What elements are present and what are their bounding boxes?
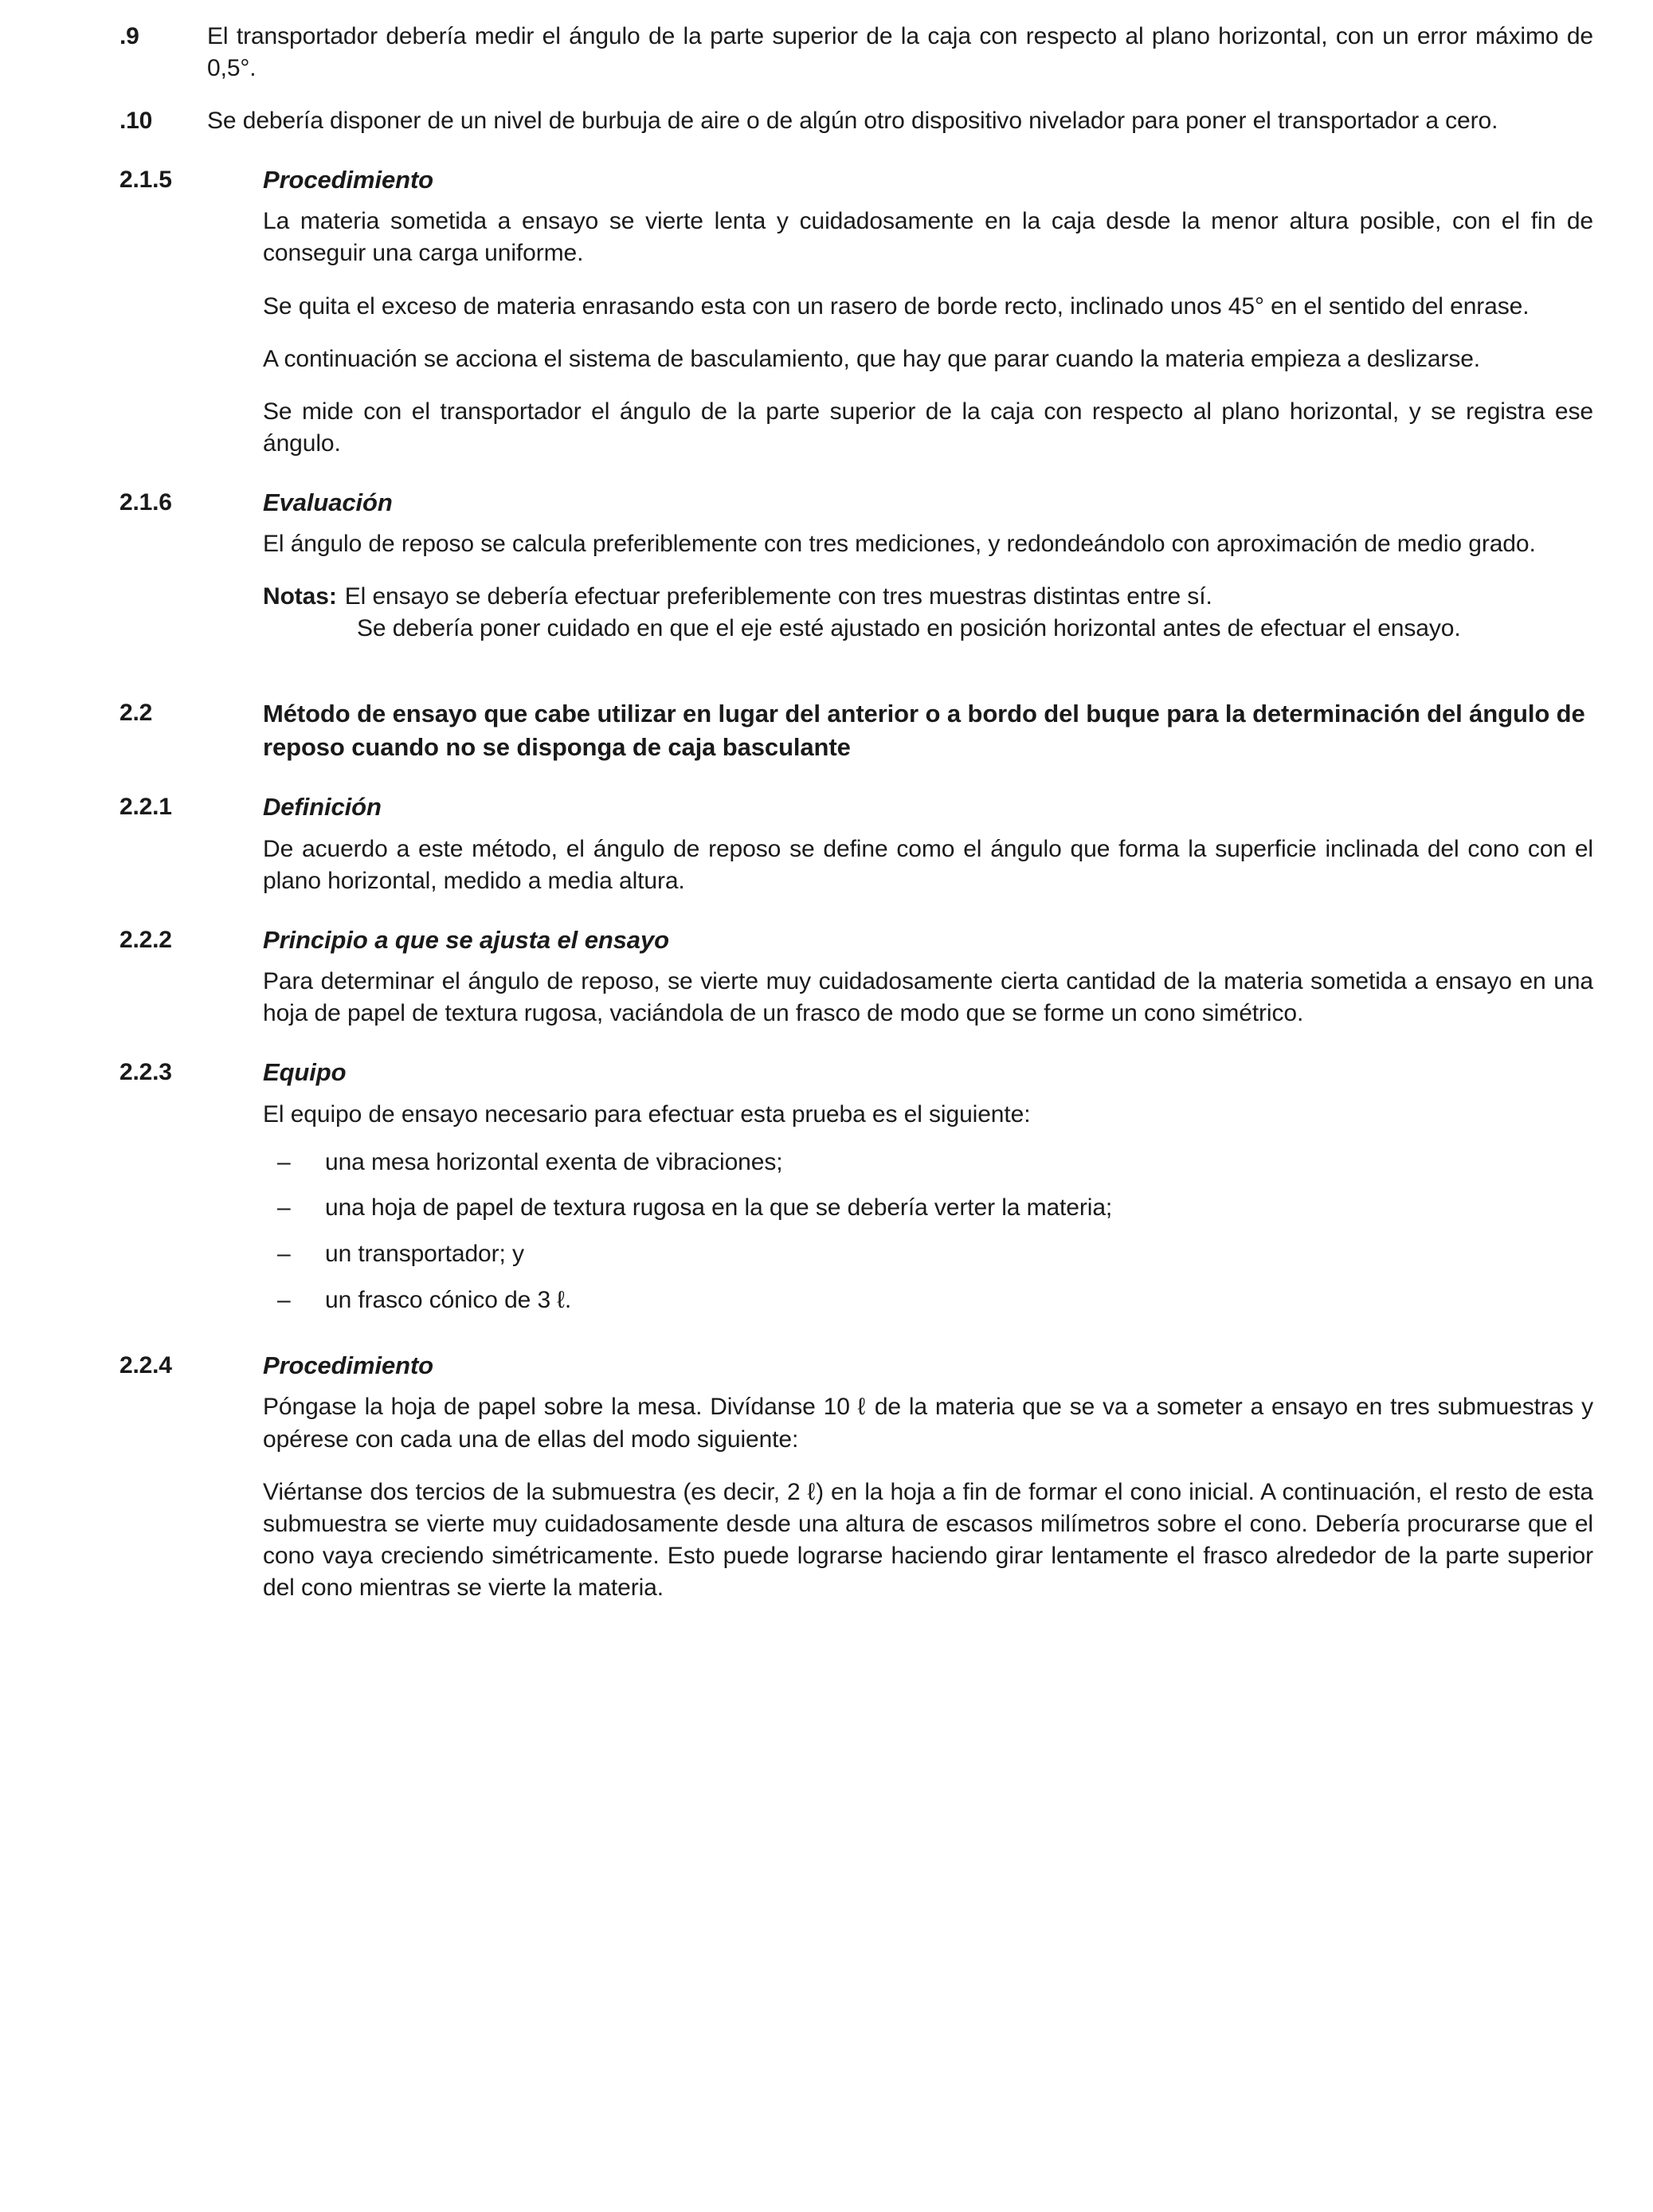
section-heading	[0, 164, 1653, 196]
paragraph	[0, 206, 1653, 269]
paragraph-text: Se mide con el transportador el ángulo de la parte superior de la caja con respecto al plano horizontal, y se registra ese ángulo.	[263, 398, 1593, 457]
section-heading	[0, 1350, 1653, 1382]
paragraph-text: Póngase la hoja de papel sobre la mesa. Divídanse 10 ℓ de la materia que se va a someter a ensayo en tres submuestras y opérese con cada una de ellas del modo siguiente:	[263, 1394, 1593, 1453]
paragraph	[0, 528, 1653, 560]
list-item-text: un frasco cónico de 3 ℓ.	[325, 1287, 572, 1314]
enumerated-item	[0, 21, 1653, 84]
section-title: Procedimiento	[263, 166, 434, 194]
notes-first-line	[263, 581, 1593, 613]
paragraph-text: De acuerdo a este método, el ángulo de reposo se define como el ángulo que forma la superficie inclinada del cono con el plano horizontal, medido a media altura.	[263, 835, 1593, 894]
notes-block	[0, 581, 1653, 645]
paragraph	[0, 291, 1653, 323]
paragraph	[0, 396, 1653, 460]
dash-bullet-icon: –	[277, 1241, 291, 1268]
enumerated-item-number: .9	[119, 23, 139, 49]
list-item	[263, 1192, 1593, 1224]
paragraph-text: Para determinar el ángulo de reposo, se vierte muy cuidadosamente cierta cantidad de la materia sometida a ensayo en una hoja de papel de textura rugosa, vaciándola de un frasco de modo que se forme un cono simétrico.	[263, 968, 1593, 1027]
section-number: 2.2.2	[119, 926, 172, 953]
notes-line-text: El ensayo se debería efectuar preferiblemente con tres muestras distintas entre sí.	[344, 583, 1212, 610]
section-title: Principio a que se ajusta el ensayo	[263, 925, 669, 954]
list-item-text: una hoja de papel de textura rugosa en la que se debería verter la materia;	[325, 1194, 1113, 1222]
section-number: 2.2.1	[119, 794, 172, 821]
section-title: Equipo	[263, 1058, 347, 1087]
paragraph	[0, 343, 1653, 375]
paragraph	[0, 833, 1653, 897]
paragraph-text: El equipo de ensayo necesario para efectuar esta prueba es el siguiente:	[263, 1100, 1031, 1128]
section-heading	[0, 487, 1653, 519]
list-item	[263, 1147, 1593, 1179]
notes-label: Notas:	[263, 583, 337, 610]
section-title: Evaluación	[263, 488, 393, 516]
section-number: 2.2.4	[119, 1352, 172, 1379]
paragraph-text: A continuación se acciona el sistema de basculamiento, que hay que parar cuando la materia empieza a deslizarse.	[263, 345, 1481, 372]
section-heading	[0, 924, 1653, 956]
enumerated-item-number: .10	[119, 108, 153, 135]
major-section-title: Método de ensayo que cabe utilizar en lugar del anterior o a bordo del buque para la determinación del ángulo de reposo cuando no se disponga de caja basculante	[263, 700, 1585, 762]
major-section-heading	[0, 697, 1653, 764]
section-number: 2.2.3	[119, 1059, 172, 1086]
section-number: 2.1.6	[119, 488, 172, 516]
paragraph-text: Viértanse dos tercios de la submuestra (es decir, 2 ℓ) en la hoja a fin de formar el cono inicial. A continuación, el resto de esta submuestra se vierte muy cuidadosamente desde una altura de escasos milímetros sobre el cono. Debería procurarse que el cono vaya creciendo simétricamente. Esto puede lograrse haciendo girar lentamente el frasco alrededor de la parte superior del cono mientras se vierte la materia.	[263, 1478, 1593, 1601]
section-title: Definición	[263, 793, 382, 822]
major-section-number: 2.2	[119, 700, 153, 727]
paragraph-text: Se quita el exceso de materia enrasando esta con un rasero de borde recto, inclinado unos 45° en el sentido del enrase.	[263, 292, 1530, 320]
section-number: 2.1.5	[119, 167, 172, 194]
paragraph	[0, 1477, 1653, 1604]
equipment-list	[263, 1147, 1593, 1317]
paragraph	[0, 1099, 1653, 1131]
paragraph	[0, 966, 1653, 1030]
section-title: Procedimiento	[263, 1351, 434, 1380]
section-heading	[0, 791, 1653, 823]
paragraph-text: La materia sometida a ensayo se vierte lenta y cuidadosamente en la caja desde la menor altura posible, con el fin de conseguir una carga uniforme.	[263, 208, 1593, 267]
enumerated-item-text: Se debería disponer de un nivel de burbuja de aire o de algún otro dispositivo nivelador para poner el transportador a cero.	[207, 108, 1498, 135]
enumerated-item-text: El transportador debería medir el ángulo de la parte superior de la caja con respecto al plano horizontal, con un error máximo de 0,5°.	[207, 23, 1593, 82]
list-item-text: un transportador; y	[325, 1241, 524, 1268]
dash-bullet-icon: –	[277, 1148, 291, 1175]
notes-body	[263, 581, 1593, 645]
list-item	[263, 1284, 1593, 1316]
list-item-text: una mesa horizontal exenta de vibraciones;	[325, 1148, 783, 1175]
paragraph-text: El ángulo de reposo se calcula preferiblemente con tres mediciones, y redondeándolo con aproximación de medio grado.	[263, 531, 1536, 558]
equipment-list-block	[0, 1147, 1653, 1317]
enumerated-item	[0, 105, 1653, 137]
paragraph	[0, 1391, 1653, 1455]
list-item	[263, 1238, 1593, 1270]
dash-bullet-icon: –	[277, 1194, 291, 1222]
section-heading	[0, 1057, 1653, 1088]
notes-line-text: Se debería poner cuidado en que el eje esté ajustado en posición horizontal antes de efectuar el ensayo.	[357, 615, 1461, 642]
dash-bullet-icon: –	[277, 1287, 291, 1314]
